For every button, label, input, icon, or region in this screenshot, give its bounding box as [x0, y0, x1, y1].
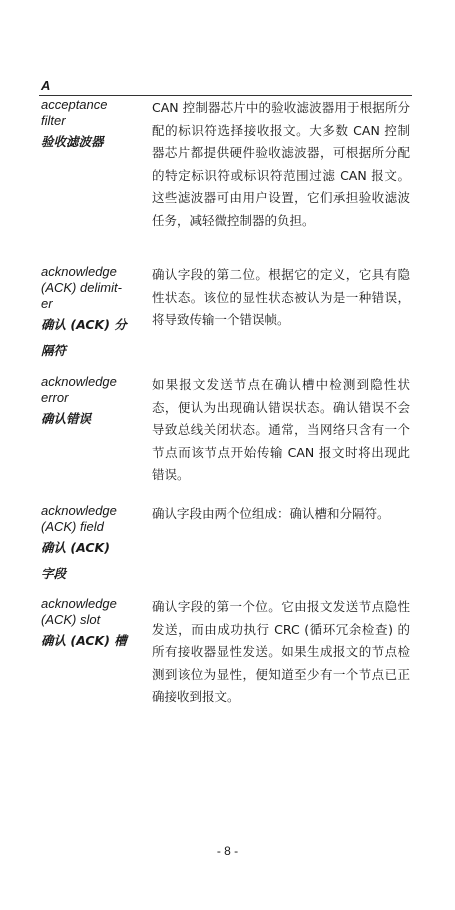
term-english-line: er — [41, 296, 53, 311]
term-chinese-line: 隔符 — [41, 343, 67, 358]
term-english-line: acknowledge — [41, 264, 117, 279]
term-english-line: acknowledge — [41, 503, 117, 518]
term-english-line: error — [41, 390, 69, 405]
page-number: - 8 - — [216, 844, 239, 858]
term-english-line: (ACK) slot — [41, 612, 101, 627]
glossary-definition: 确认字段由两个位组成：确认槽和分隔符。 — [152, 506, 390, 521]
glossary-term — [41, 374, 141, 430]
term-chinese-line: 确认 (ACK) 槽 — [41, 633, 127, 648]
term-chinese-line: 字段 — [41, 566, 67, 581]
term-english-line: acknowledge — [41, 596, 117, 611]
glossary-definition: 确认字段的第二位。根据它的定义，它具有隐性状态。该位的显性状态被认为是一种错误，将导致传输一个错误帧。 — [152, 267, 410, 328]
glossary-term — [41, 97, 141, 153]
section-letter: A — [41, 78, 51, 93]
glossary-term — [41, 596, 141, 652]
term-english-line: (ACK) field — [41, 519, 104, 534]
glossary-term — [41, 264, 141, 362]
term-chinese-line: 验收滤波器 — [41, 134, 104, 149]
term-english-line: acknowledge — [41, 374, 117, 389]
term-chinese-line: 确认 (ACK) — [41, 540, 110, 555]
term-english-line: filter — [41, 113, 66, 128]
section-divider — [39, 95, 412, 96]
glossary-term — [41, 503, 141, 585]
glossary-definition: 如果报文发送节点在确认槽中检测到隐性状态，便认为出现确认错误状态。确认错误不会导致总线关闭状态。通常，当网络只含有一个节点而该节点开始传输 CAN 报文时将出现此错误。 — [152, 377, 410, 483]
term-english-line: (ACK) delimit- — [41, 280, 122, 295]
term-chinese-line: 确认错误 — [41, 411, 92, 426]
term-english-line: acceptance — [41, 97, 108, 112]
term-chinese-line: 确认 (ACK) 分 — [41, 317, 127, 332]
glossary-definition: CAN 控制器芯片中的验收滤波器用于根据所分配的标识符选择接收报文。大多数 CAN 控制器芯片都提供硬件验收滤波器，可根据所分配的特定标识符或标识符范围过滤 CAN 报文。这些滤波器可由用户设置，它们承担验收滤波任务，减轻微控制器的负担。 — [152, 100, 410, 228]
glossary-definition: 确认字段的第一个位。它由报文发送节点隐性发送，而由成功执行 CRC (循环冗余检查) 的所有接收器显性发送。如果生成报文的节点检测到该位为显性，便知道至少有一个节点已正确接收到报文。 — [152, 599, 410, 705]
